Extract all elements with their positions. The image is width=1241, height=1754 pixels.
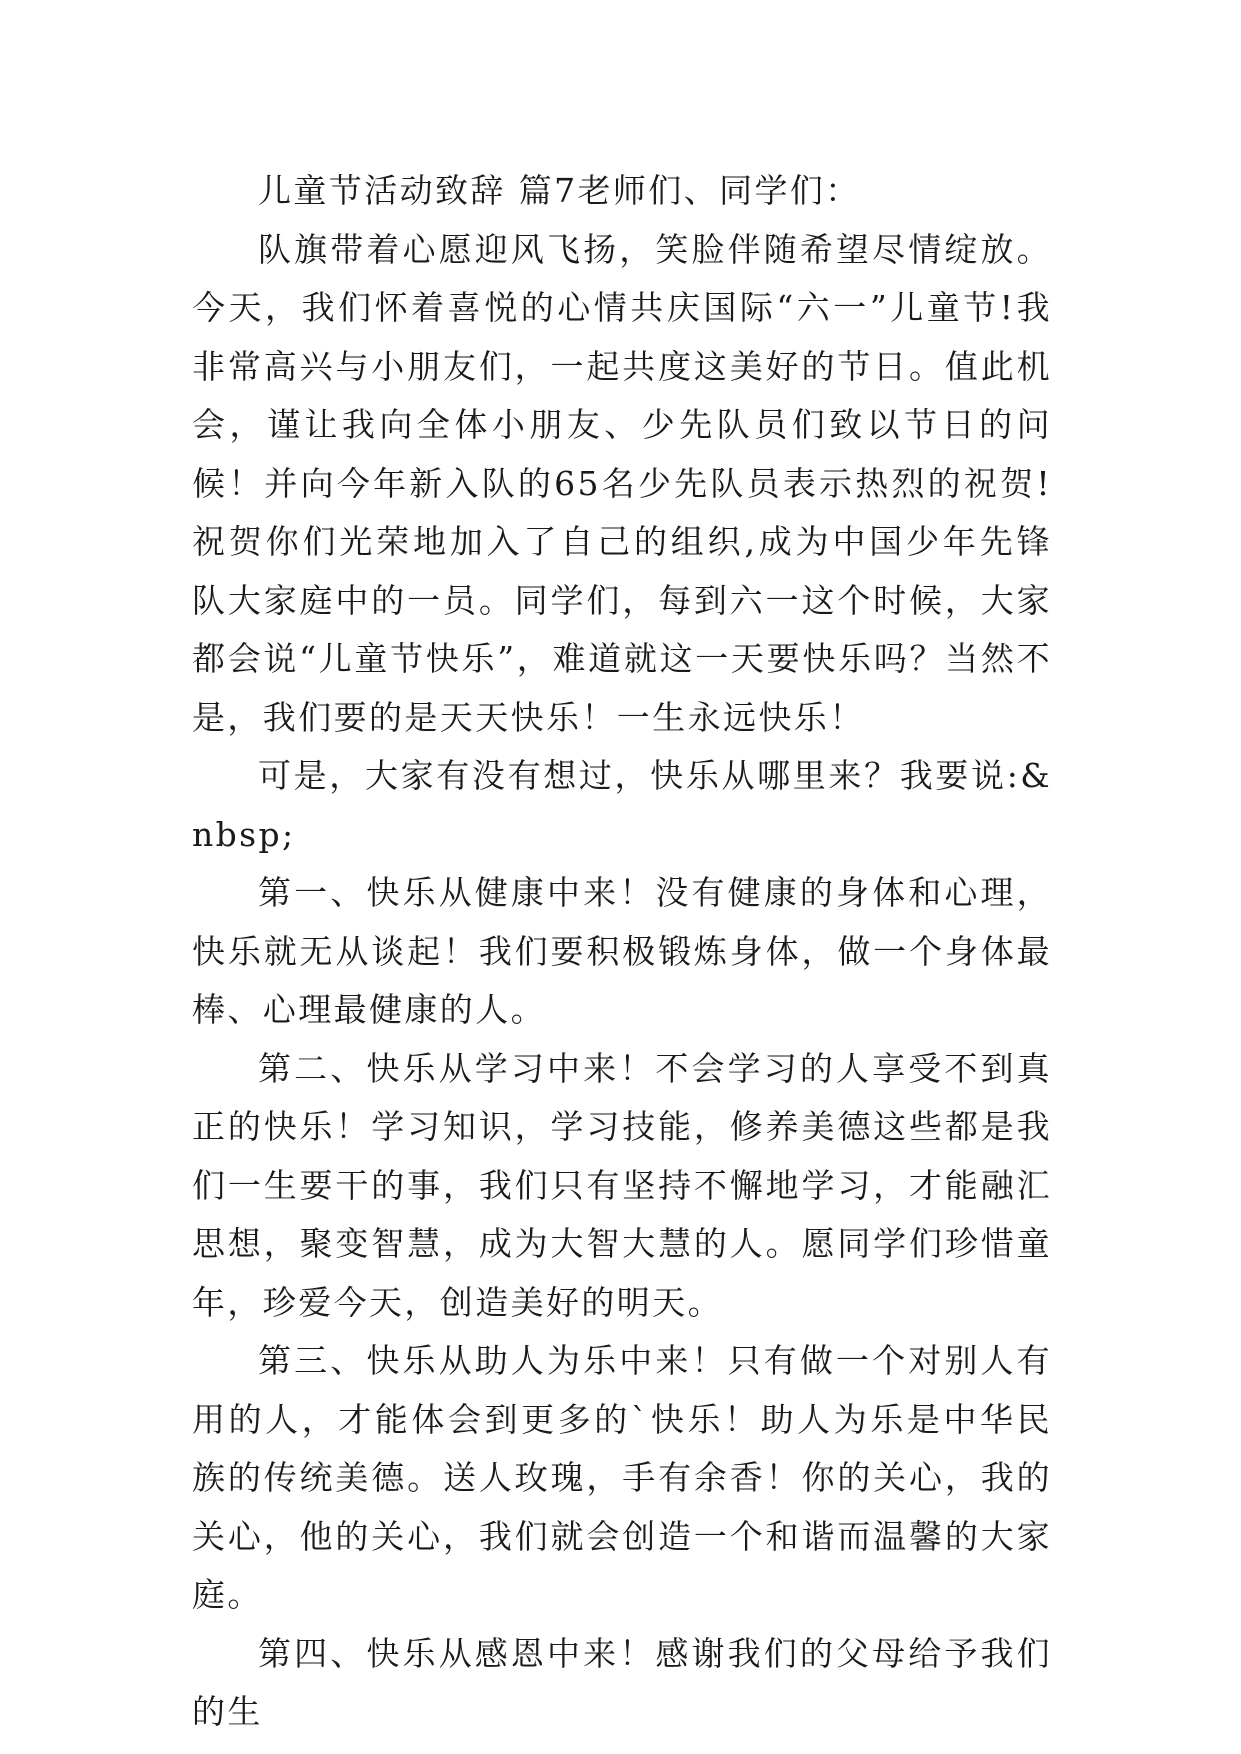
point-two-paragraph: 第二、快乐从学习中来！不会学习的人享受不到真正的快乐！学习知识，学习技能，修养美德这些都是我们一生要干的事，我们只有坚持不懈地学习，才能融汇思想，聚变智慧，成为大智大慧的人。愿同学们珍惜童年，珍爱今天，创造美好的明天。 <box>192 1048 1052 1322</box>
question-paragraph: 可是，大家有没有想过，快乐从哪里来？我要说:&nbsp; <box>192 756 1052 854</box>
heading-paragraph: 儿童节活动致辞 篇7老师们、同学们： <box>258 171 861 210</box>
document-body <box>192 162 1052 1742</box>
intro-paragraph: 队旗带着心愿迎风飞扬，笑脸伴随希望尽情绽放。今天，我们怀着喜悦的心情共庆国际“六一”儿童节!我非常高兴与小朋友们，一起共度这美好的节日。值此机会，谨让我向全体小朋友、少先队员们致以节日的问候！并向今年新入队的65名少先队员表示热烈的祝贺!祝贺你们光荣地加入了自己的组织,成为中国少年先锋队大家庭中的一员。同学们，每到六一这个时候，大家都会说“儿童节快乐”，难道就这一天要快乐吗？当然不是，我们要的是天天快乐！一生永远快乐！ <box>192 229 1052 737</box>
point-four-paragraph: 第四、快乐从感恩中来！感谢我们的父母给予我们的生 <box>192 1633 1052 1731</box>
point-one-paragraph: 第一、快乐从健康中来！没有健康的身体和心理，快乐就无从谈起！我们要积极锻炼身体，做一个身体最棒、心理最健康的人。 <box>192 873 1052 1029</box>
point-three-paragraph: 第三、快乐从助人为乐中来！只有做一个对别人有用的人，才能体会到更多的`快乐！助人为乐是中华民族的传统美德。送人玫瑰，手有余香！你的关心，我的关心，他的关心，我们就会创造一个和谐而温馨的大家庭。 <box>192 1341 1052 1614</box>
